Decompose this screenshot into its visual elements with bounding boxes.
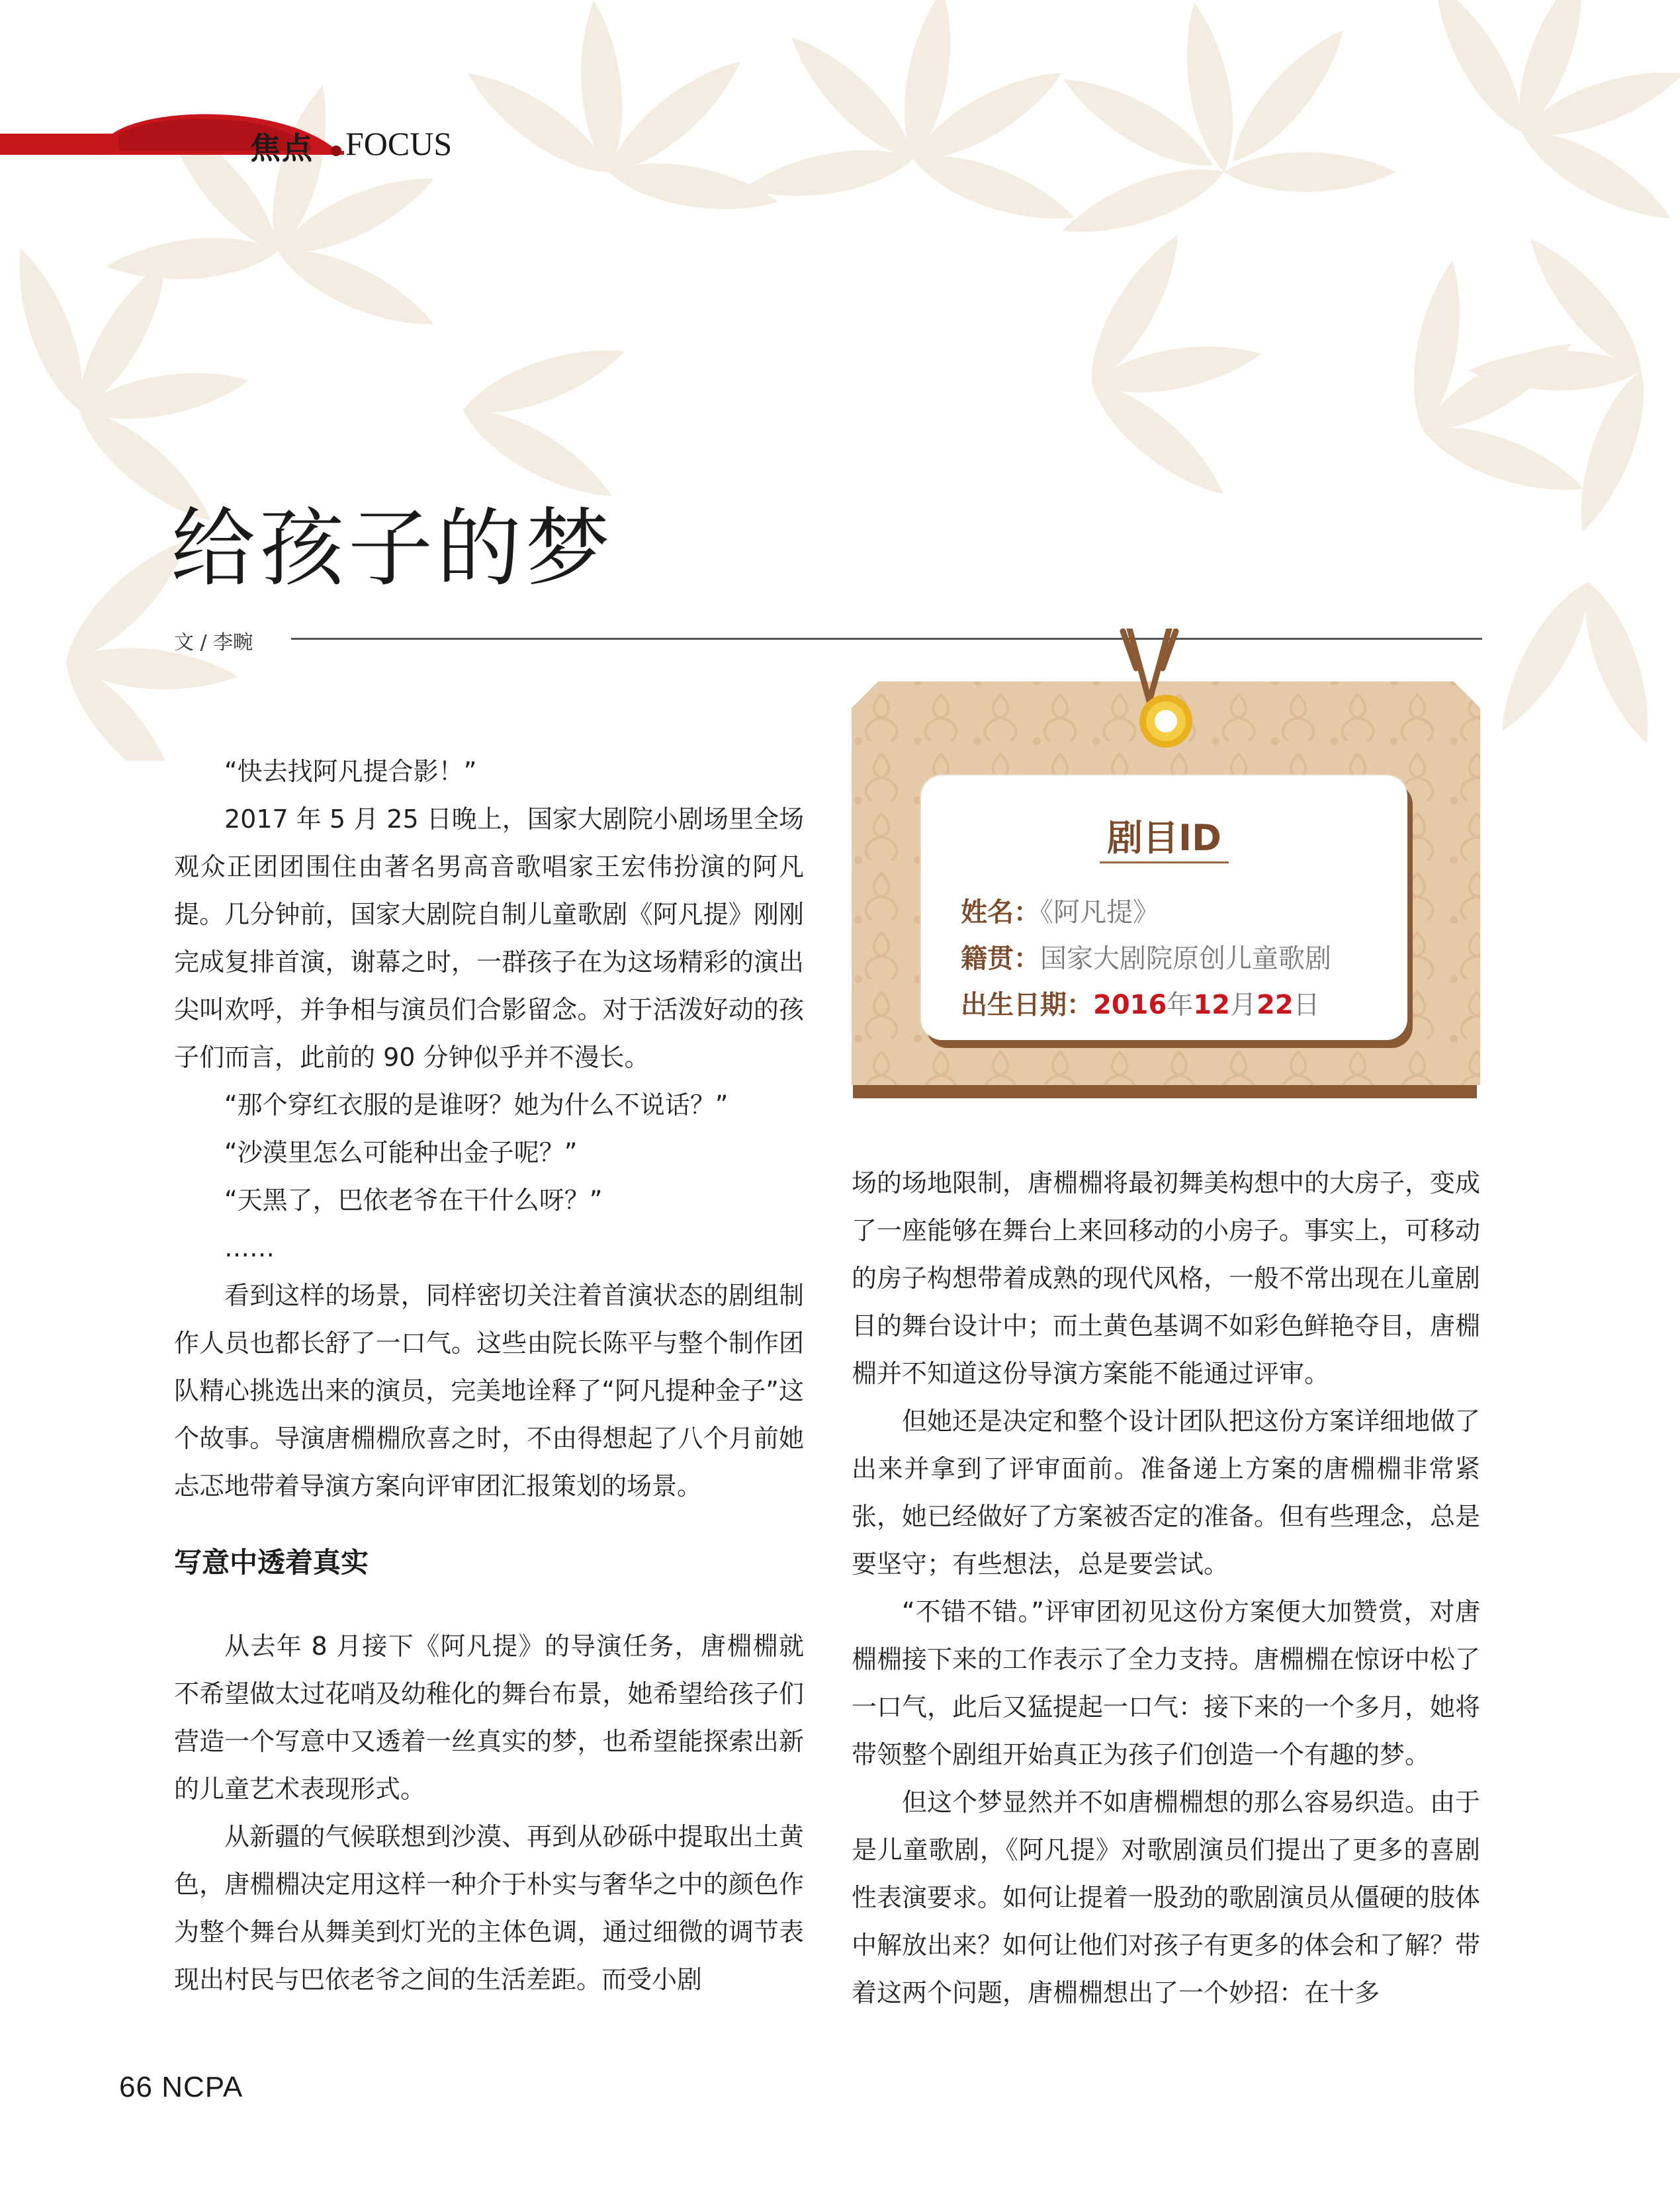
article-column-right [852, 1159, 1480, 2017]
paragraph: “不错不错。”评审团初见这份方案便大加赞赏，对唐棩棩接下来的工作表示了全力支持。唐棩棩在惊讶中松了一口气，此后又猛提起一口气：接下来的一个多月，她将带领整个剧组开始真正为孩子们创造一个有趣的梦。 [852, 1597, 1481, 1769]
paragraph: …… [224, 1233, 275, 1262]
id-card-title-underline [1100, 861, 1229, 863]
id-row-name [961, 891, 1159, 929]
paragraph: 但这个梦显然并不如唐棩棩想的那么容易织造。由于是儿童歌剧，《阿凡提》对歌剧演员们提出了更多的喜剧性表演要求。如何让提着一股劲的歌剧演员从僵硬的肢体中解放出来？如何让他们对孩子有更多的体会和了解？带着这两个问题，唐棩棩想出了一个妙招：在十多 [852, 1788, 1481, 2007]
birth-year: 2016 [1093, 990, 1167, 1020]
paragraph: “沙漠里怎么可能种出金子呢？” [224, 1138, 578, 1167]
section-label-cn: 焦点 [250, 130, 314, 166]
article-column-left [174, 748, 804, 2003]
id-card [921, 775, 1407, 1040]
section-label-en: FOCUS [345, 125, 453, 162]
id-card-title: 剧目ID [1107, 817, 1221, 859]
month-char: 月 [1230, 990, 1257, 1020]
id-row-origin [961, 938, 1331, 975]
paragraph: 但她还是决定和整个设计团队把这份方案详细地做了出来并拿到了评审面前。准备递上方案的唐棩棩非常紧张，她已经做好了方案被否定的准备。但有些理念，总是要坚守；有些想法，总是要尝试。 [852, 1407, 1481, 1579]
day-char: 日 [1293, 990, 1320, 1020]
paragraph: “天黑了，巴依老爷在干什么呀？” [224, 1186, 603, 1215]
paragraph: 从新疆的气候联想到沙漠、再到从砂砾中提取出土黄色，唐棩棩决定用这样一种介于朴实与奢华之中的颜色作为整个舞台从舞美到灯光的主体色调，通过细微的调节表现出村民与巴依老爷之间的生活差距。而受小剧 [174, 1822, 804, 1994]
birth-month: 12 [1193, 990, 1230, 1020]
magazine-name: NCPA [161, 2071, 243, 2103]
id-tag-sidebar [852, 629, 1480, 1105]
name-value: 《阿凡提》 [1040, 897, 1159, 928]
paragraph: 从去年 8 月接下《阿凡提》的导演任务，唐棩棩就不希望做太过花哨及幼稚化的舞台布景，她希望给孩子们营造一个写意中又透着一丝真实的梦，也希望能探索出新的儿童艺术表现形式。 [174, 1632, 804, 1804]
article-title: 给孩子的梦 [171, 499, 615, 598]
id-row-birth [961, 984, 1320, 1022]
paragraph: 看到这样的场景，同样密切关注着首演状态的剧组制作人员也都长舒了一口气。这些由院长陈平与整个制作团队精心挑选出来的演员，完美地诠释了“阿凡提种金子”这个故事。导演唐棩棩欣喜之时，不由得想起了八个月前她忐忑地带着导演方案向评审团汇报策划的场景。 [174, 1281, 804, 1501]
paragraph: 2017 年 5 月 25 日晚上，国家大剧院小剧场里全场观众正团团围住由著名男高音歌唱家王宏伟扮演的阿凡提。几分钟前，国家大剧院自制儿童歌剧《阿凡提》刚刚完成复排首演，谢幕之时，一群孩子在为这场精彩的演出尖叫欢呼，并争相与演员们合影留念。对于活泼好动的孩子们而言，此前的 90 分钟似乎并不漫长。 [174, 805, 804, 1072]
paragraph: 场的场地限制，唐棩棩将最初舞美构想中的大房子，变成了一座能够在舞台上来回移动的小房子。事实上，可移动的房子构想带着成熟的现代风格，一般不常出现在儿童剧目的舞台设计中；而土黄色基调不如彩色鲜艳夺目，唐棩棩并不知道这份导演方案能不能通过评审。 [852, 1168, 1481, 1388]
page-number: 66 [119, 2071, 153, 2103]
byline: 文 / 李畹 [174, 631, 253, 654]
page-folio [119, 2071, 243, 2104]
paragraph: “那个穿红衣服的是谁呀？她为什么不说话？” [224, 1090, 729, 1119]
paragraph: “快去找阿凡提合影！” [224, 757, 477, 786]
birth-label: 出生日期： [961, 990, 1093, 1020]
year-char: 年 [1167, 990, 1194, 1020]
origin-value: 国家大剧院原创儿童歌剧 [1040, 943, 1331, 974]
origin-label: 籍贯： [961, 943, 1040, 974]
section-heading: 写意中透着真实 [174, 1546, 369, 1579]
birth-day: 22 [1257, 990, 1294, 1020]
name-label: 姓名： [961, 897, 1040, 928]
